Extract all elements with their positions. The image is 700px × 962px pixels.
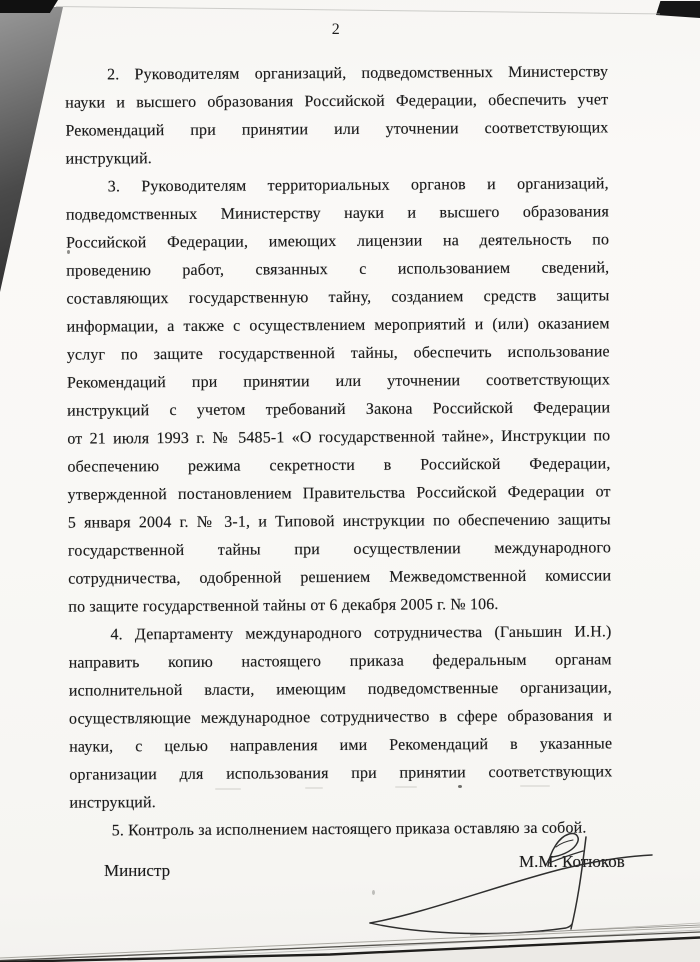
text-line: исполнительной власти, имеющим подведомственные организации,: [68, 679, 612, 700]
text-line: осуществляющие международное сотрудничество в сфере образования и: [68, 707, 613, 728]
minister-name: М.М. Котюков: [519, 852, 625, 871]
text-line: направить копию настоящего приказа федеральным органам: [68, 651, 612, 672]
text-line: Рекомендаций при принятии или уточнении соответствующих: [66, 371, 611, 392]
text-line: 3. Руководителям территориальных органов и организаций,: [107, 175, 609, 196]
scan-corner-shadow-top-left: [0, 0, 72, 296]
text-line: Рекомендаций при принятии или уточнении соответствующих: [65, 119, 609, 140]
text-line: 2. Руководителям организаций, подведомственных Министерству: [107, 63, 609, 84]
paragraph-4: [68, 618, 612, 817]
text-line: информации, а также с осуществлением мероприятий и (или) оказанием: [66, 315, 610, 336]
text-line: подведомственных Министерству науки и высшего образования: [65, 203, 609, 224]
minister-title: Министр: [104, 861, 171, 880]
scan-page-edge-line-top: [56, 6, 660, 14]
text-line: науки, с целью направления ими Рекомендаций в указанные: [69, 735, 613, 756]
scan-black-patch-top-right: [656, 1, 700, 18]
page-number: 2: [331, 21, 341, 38]
text-line: инструкций.: [69, 794, 156, 812]
paragraph-3: [66, 170, 612, 621]
text-line: организации для использования при принятии соответствующих: [69, 763, 613, 784]
paragraph-2: [65, 58, 609, 173]
text-line: 5 января 2004 г. № 3-1, и Типовой инструкции по обеспечению защиты: [67, 511, 611, 532]
text-line: государственной тайны при осуществлении международного: [67, 539, 612, 560]
text-line: утвержденной постановлением Правительства Российской Федерации от: [67, 483, 611, 504]
scan-black-bar-top-left: [0, 0, 58, 13]
text-line: по защите государственной тайны от 6 декабря 2005 г. № 106.: [68, 596, 499, 616]
text-line: проведению работ, связанных с использованием сведений,: [66, 259, 610, 280]
text-line: 4. Департаменту международного сотрудничества (Ганьшин И.Н.): [110, 623, 612, 644]
text-line: инструкций.: [65, 150, 152, 168]
text-line: инструкций с учетом требований Закона Российской Федерации: [67, 399, 611, 420]
scan-page-stack-edges: [0, 908, 700, 962]
text-line: от 21 июля 1993 г. № 5485-1 «О государственной тайне», Инструкции по: [67, 427, 611, 448]
document-body: [65, 58, 613, 845]
text-line: обеспечению режима секретности в Российской Федерации,: [67, 455, 611, 476]
text-line: составляющих государственную тайну, созданием средств защиты: [66, 287, 610, 308]
text-line: сотрудничества, одобренной решением Межведомственной комиссии: [68, 567, 612, 588]
text-line: 5. Контроль за исполнением настоящего приказа оставляю за собой.: [111, 819, 587, 840]
text-line: Российской Федерации, имеющих лицензии на деятельность по: [66, 231, 610, 252]
text-line: науки и высшего образования Российской Федерации, обеспечить учет: [65, 91, 609, 112]
text-line: услуг по защите государственной тайны, обеспечить использование: [66, 343, 610, 364]
